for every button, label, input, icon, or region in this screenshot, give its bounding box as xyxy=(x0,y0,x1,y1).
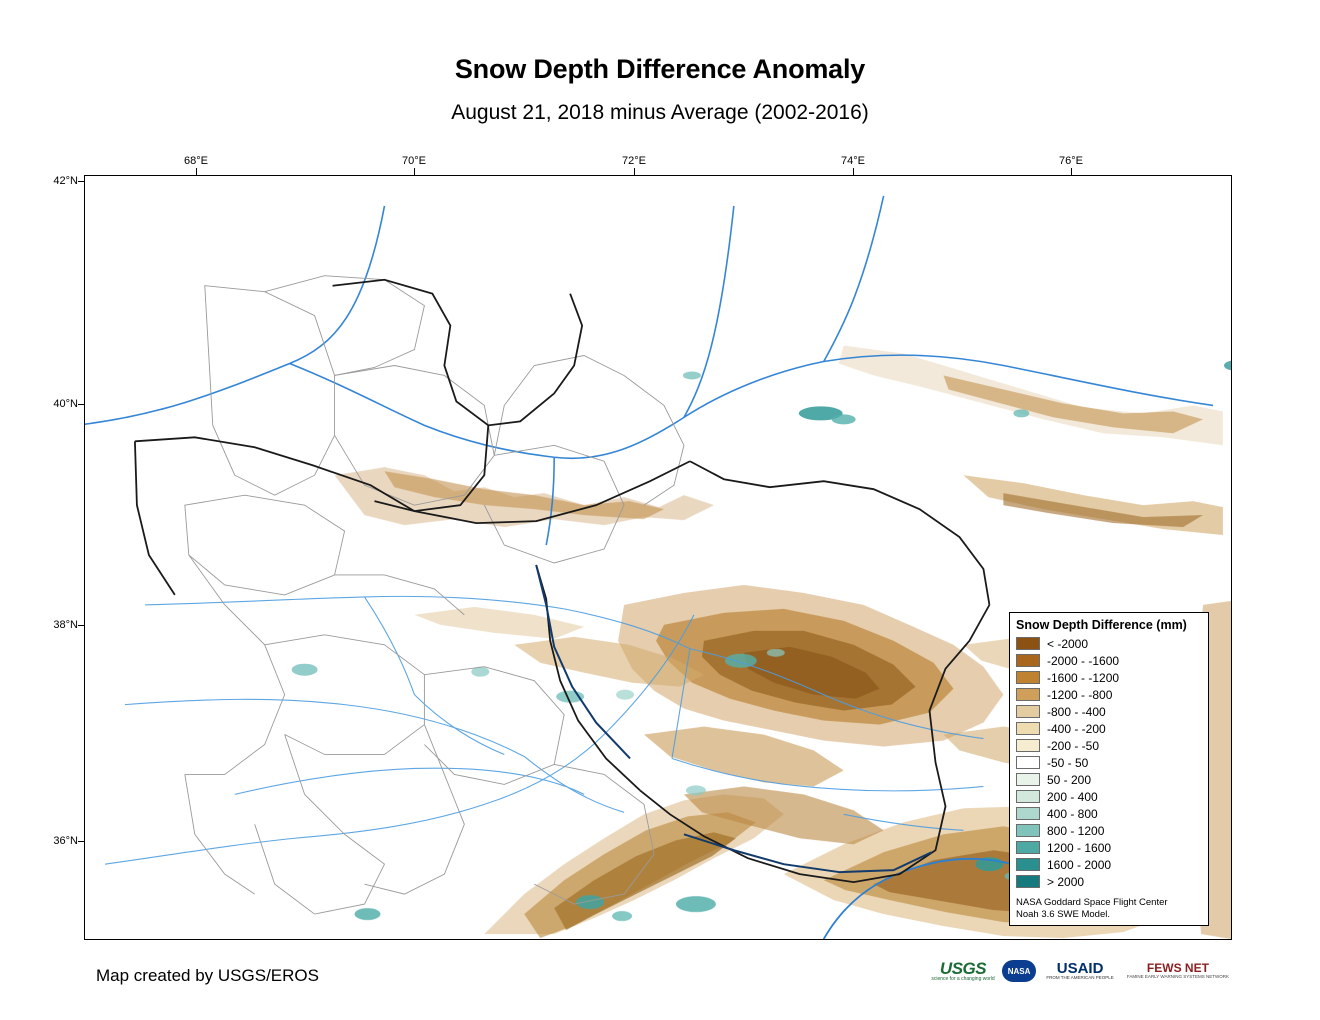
usgs-logo-subtext: science for a changing world xyxy=(931,976,995,982)
legend-swatch xyxy=(1016,722,1040,735)
legend-swatch xyxy=(1016,688,1040,701)
page-subtitle: August 21, 2018 minus Average (2002-2016) xyxy=(451,101,869,124)
lon-label-1: 70°E xyxy=(402,155,426,167)
lat-label-1: 40°N xyxy=(53,398,78,410)
legend-credit xyxy=(1016,897,1202,920)
lat-label-2: 38°N xyxy=(53,619,78,631)
lon-label-2: 72°E xyxy=(622,155,646,167)
legend-swatch xyxy=(1016,841,1040,854)
lon-tick-1 xyxy=(414,168,415,175)
legend-row xyxy=(1016,856,1202,873)
usaid-logo-subtext: FROM THE AMERICAN PEOPLE xyxy=(1046,975,1114,981)
lon-label-4: 76°E xyxy=(1059,155,1083,167)
legend-label: -50 - 50 xyxy=(1047,755,1089,770)
lat-label-0: 42°N xyxy=(53,175,78,187)
legend-label: 50 - 200 xyxy=(1047,772,1092,787)
footer-credit: Map created by USGS/EROS xyxy=(96,966,319,985)
usgs-logo xyxy=(931,958,994,984)
legend-label: -1600 - -1200 xyxy=(1047,670,1120,685)
fewsnet-logo-text: FEWS NET xyxy=(1146,961,1209,976)
legend-row xyxy=(1016,669,1202,686)
legend-swatch xyxy=(1016,773,1040,786)
legend-title: Snow Depth Difference (mm) xyxy=(1016,618,1187,632)
legend-row xyxy=(1016,839,1202,856)
legend-row xyxy=(1016,652,1202,669)
fewsnet-logo-subtext: FAMINE EARLY WARNING SYSTEMS NETWORK xyxy=(1126,973,1229,979)
legend-swatch xyxy=(1016,824,1040,837)
legend-swatch xyxy=(1016,858,1040,871)
legend-row xyxy=(1016,635,1202,652)
usgs-logo-text: USGS xyxy=(939,959,987,978)
legend-row xyxy=(1016,771,1202,788)
legend-swatch xyxy=(1016,671,1040,684)
legend-row xyxy=(1016,737,1202,754)
legend-row xyxy=(1016,873,1202,890)
lon-tick-0 xyxy=(196,168,197,175)
lon-tick-4 xyxy=(1071,168,1072,175)
legend-row xyxy=(1016,754,1202,771)
fewsnet-logo xyxy=(1124,958,1232,984)
legend-swatch xyxy=(1016,790,1040,803)
lon-tick-2 xyxy=(634,168,635,175)
legend-row xyxy=(1016,686,1202,703)
legend-swatch xyxy=(1016,807,1040,820)
legend-row xyxy=(1016,822,1202,839)
usaid-logo xyxy=(1043,958,1116,984)
lat-tick-0 xyxy=(78,181,85,182)
logo-bar xyxy=(931,958,1232,984)
legend-swatch xyxy=(1016,654,1040,667)
legend-label: 1200 - 1600 xyxy=(1047,840,1112,855)
legend-label: -400 - -200 xyxy=(1047,721,1106,736)
legend-label: < -2000 xyxy=(1047,636,1089,651)
legend-label: > 2000 xyxy=(1047,874,1085,889)
lon-tick-3 xyxy=(853,168,854,175)
legend-swatch xyxy=(1016,739,1040,752)
legend-label: 1600 - 2000 xyxy=(1047,857,1112,872)
lon-label-0: 68°E xyxy=(184,155,208,167)
lat-tick-2 xyxy=(78,625,85,626)
page-title: Snow Depth Difference Anomaly xyxy=(454,54,866,84)
legend-swatch xyxy=(1016,756,1040,769)
nasa-logo xyxy=(1002,960,1037,982)
legend-label: -200 - -50 xyxy=(1047,738,1100,753)
legend-swatch xyxy=(1016,705,1040,718)
legend-row xyxy=(1016,788,1202,805)
legend-swatch xyxy=(1016,875,1040,888)
legend-credit-line1: NASA Goddard Space Flight Center xyxy=(1016,897,1168,908)
legend-label: -1200 - -800 xyxy=(1047,687,1113,702)
usaid-logo-text: USAID xyxy=(1056,960,1104,978)
nasa-logo-text: NASA xyxy=(1007,966,1031,976)
legend-row xyxy=(1016,703,1202,720)
legend-row xyxy=(1016,720,1202,737)
lat-label-3: 36°N xyxy=(53,835,78,847)
legend-row xyxy=(1016,805,1202,822)
legend-label: -800 - -400 xyxy=(1047,704,1106,719)
legend-label: 400 - 800 xyxy=(1047,806,1098,821)
lon-label-3: 74°E xyxy=(841,155,865,167)
lat-tick-1 xyxy=(78,404,85,405)
legend-credit-line2: Noah 3.6 SWE Model. xyxy=(1016,908,1110,920)
legend-swatch xyxy=(1016,637,1040,650)
legend-panel xyxy=(1009,612,1209,926)
legend-label: -2000 - -1600 xyxy=(1047,653,1120,668)
legend-label: 200 - 400 xyxy=(1047,789,1098,804)
lat-tick-3 xyxy=(78,841,85,842)
legend-label: 800 - 1200 xyxy=(1047,823,1105,838)
